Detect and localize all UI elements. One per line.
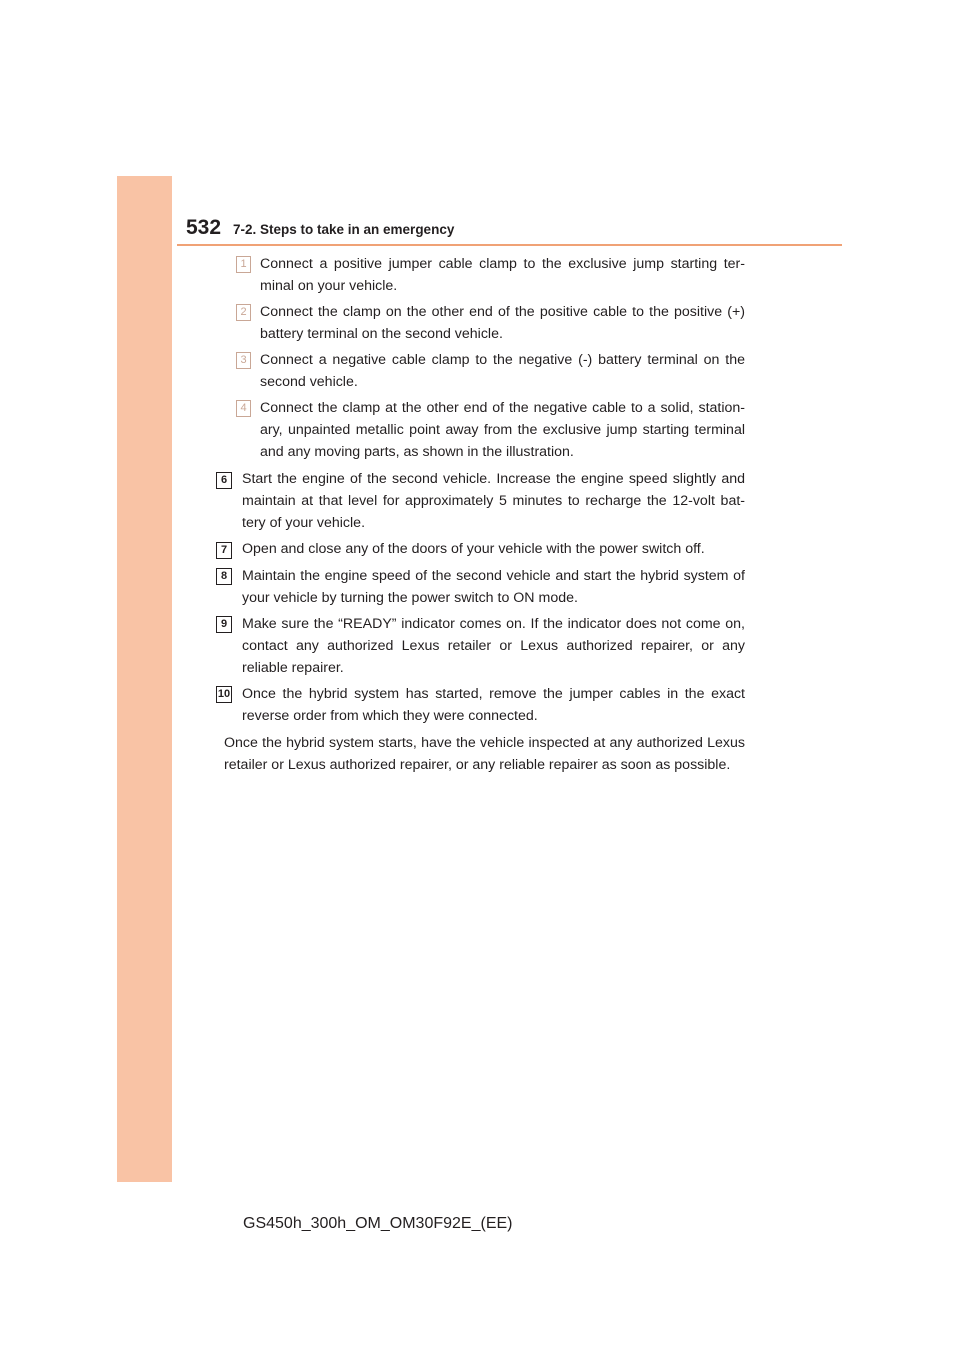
section-title: 7-2. Steps to take in an emergency xyxy=(233,222,455,237)
step-number: 7 xyxy=(216,542,232,559)
step-text: Once the hybrid system has started, remove the jumper cables in the exact reverse order from which they were connected. xyxy=(242,686,745,724)
step-text: Maintain the engine speed of the second vehicle and start the hybrid system of your vehicle by turning the power switch to ON mode. xyxy=(242,568,745,606)
chapter-sidebar-tab xyxy=(117,176,172,1182)
step-number: 6 xyxy=(216,472,232,489)
substep-number: 1 xyxy=(236,256,251,273)
substep-text: Connect the clamp at the other end of the negative cable to a solid, station-ary, unpainted metallic point away from the exclusive jump starting terminal and any moving parts, as shown in the illustration. xyxy=(260,400,745,460)
step-text: Make sure the “READY” indicator comes on. If the indicator does not come on, contact any authorized Lexus retailer or Lexus authorized repairer, or any reliable repairer. xyxy=(242,616,745,676)
substep-text: Connect a positive jumper cable clamp to the exclusive jump starting ter-minal on your vehicle. xyxy=(260,256,745,294)
substep-number: 2 xyxy=(236,304,251,321)
step-number: 9 xyxy=(216,616,232,633)
substep-text: Connect a negative cable clamp to the negative (-) battery terminal on the second vehicle. xyxy=(260,352,745,390)
step-text: Start the engine of the second vehicle. Increase the engine speed slightly and maintain at that level for approximately 5 minutes to recharge the 12-volt bat-tery of your vehicle. xyxy=(242,471,745,531)
inspection-note: Once the hybrid system starts, have the vehicle inspected at any authorized Lexus retailer or Lexus authorized repairer, or any reliable repairer as soon as possible. xyxy=(224,735,745,773)
step-number: 10 xyxy=(216,686,232,703)
substep-text: Connect the clamp on the other end of the positive cable to the positive (+) battery terminal on the second vehicle. xyxy=(260,304,745,342)
substep-number: 3 xyxy=(236,352,251,369)
substep-number: 4 xyxy=(236,400,251,417)
document-code-footer: GS450h_300h_OM_OM30F92E_(EE) xyxy=(243,1215,513,1232)
step-text: Open and close any of the doors of your vehicle with the power switch off. xyxy=(242,541,705,557)
step-number: 8 xyxy=(216,568,232,585)
page-number: 532 xyxy=(186,216,222,239)
header-divider xyxy=(177,244,842,246)
